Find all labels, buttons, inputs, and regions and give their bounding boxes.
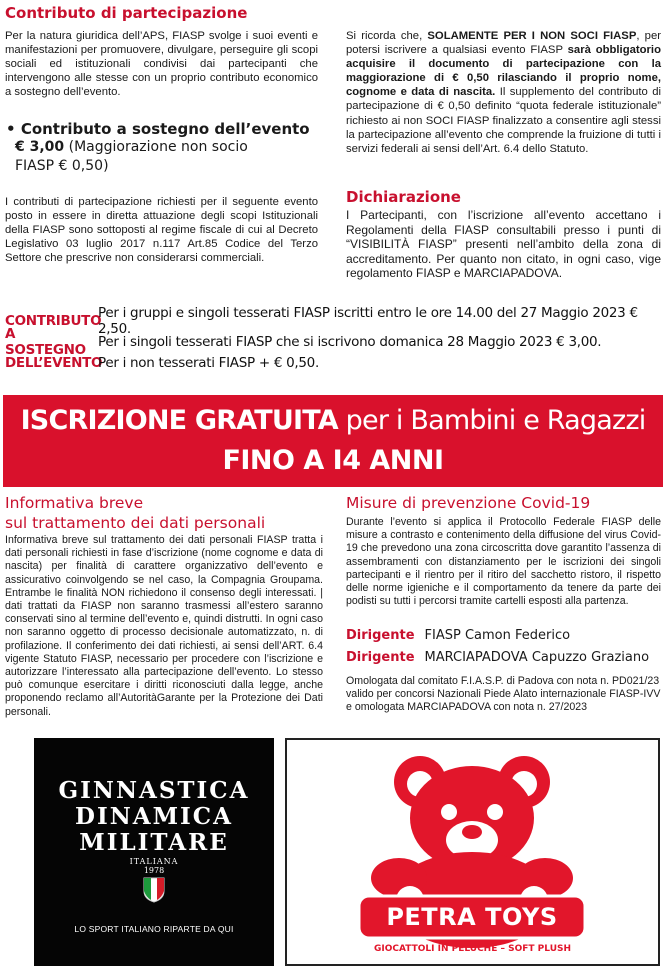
gin-year: 1978 (143, 866, 165, 875)
contrib-line-2: Per i singoli tesserati FIASP che si iscrivono domanica 28 Maggio 2023 € 3,00. (98, 334, 602, 350)
petra-toys-logo (285, 738, 660, 966)
legal-text: I contributi di partecipazione richiesti per il seguente evento posto in essere in diretta attuazione degli scopi Istituzionali della FIASP sono sottoposti al regime fiscale di cui al Decreto Legislativo 03 luglio 2017 n.117 Art.85 Codice del Terzo Settore che prescrive non considerarsi commerciali. (5, 196, 318, 265)
p1-b: SOLAMENTE PER I NON SOCI FIASP (427, 30, 637, 42)
p1-d: sarà obbligatorio acquisire il documento di partecipazione con la maggiorazione di € 0,50 rilasciando il proprio nome, cognome e data di nascita. (346, 44, 661, 99)
covid-text: Durante l’evento si applica il Protocollo Federale FIASP delle misure a contrasto e contenimento della diffusione del virus Covid-19 che prevedono una zona circoscritta dove garantito l’assenza di assembramenti con distanziamento per le iscrizioni dei singoli partecipanti e il rientro per il ritiro del sacchetto ristoro, il rispetto delle norme igieniche e il comportamento da tenere da parte dei podisti su tutti i percorsi tramite cartelli esposti alla partenza. (346, 516, 661, 608)
ginnastica-logo (34, 738, 274, 966)
gin-tagline: LO SPORT ITALIANO RIPARTE DA QUI (74, 924, 234, 934)
dichiarazione-title: Dichiarazione (346, 188, 461, 206)
dirigente-label: Dirigente (346, 628, 415, 643)
bullet-dot: • (6, 120, 21, 138)
dirigente-2 (346, 650, 649, 665)
p1-c: , per potersi iscrivere a qualsiasi evento FIASP (346, 30, 661, 57)
bullet-contributo (6, 120, 326, 176)
petra-name: PETRA TOYS (386, 903, 558, 931)
banner-age: FINO A I4 ANNI (222, 445, 444, 476)
bullet-note-2: FIASP € 0,50) (15, 158, 109, 174)
italy-shield-icon (143, 877, 165, 903)
dirigente-name: MARCIAPADOVA Capuzzo Graziano (424, 650, 650, 665)
petra-tagline: GIOCATTOLI IN PELUCHE – SOFT PLUSH (373, 944, 572, 954)
gin-italiana: ITALIANA (129, 857, 179, 866)
dichiarazione-text: I Partecipanti, con l’iscrizione all’evento accettano i Regolamenti della FIASP consultabili presso i punti di “VISIBILITÀ FIASP” presenti nell’ambito della zona di accreditamento. Per quanto non citato, in ogni caso, vige regolamento FIASP e MARCIAPADOVA. (346, 208, 661, 280)
banner-rest: per i Bambini e Ragazzi (337, 405, 646, 436)
iscrizione-gratuita-banner (3, 395, 663, 487)
dirigente-1 (346, 628, 570, 643)
contrib-label-2: A SOSTEGNO (5, 326, 86, 358)
contrib-label-1: CONTRIBUTO (5, 313, 102, 329)
contributo-intro: Per la natura giuridica dell’APS, FIASP svolge i suoi eventi e manifestazioni per promuovere, divulgare, perseguire gli scopi sociali ed istituzionali condivisi dai partecipanti che intervengono alle stesse con un proprio contributo economico a sostegno dell’evento. (5, 30, 318, 99)
gin-line-2: DINAMICA (75, 803, 233, 830)
contrib-line-1: Per i gruppi e singoli tesserati FIASP iscritti entro le ore 14.00 del 27 Maggio 2023 € 2,50. (98, 305, 638, 337)
gin-line-3: MILITARE (79, 829, 229, 856)
privacy-title-2: sul trattamento dei dati personali (5, 514, 266, 532)
bullet-title: Contributo a sostegno dell’evento (20, 120, 310, 138)
contrib-line-3: Per i non tesserati FIASP + € 0,50. (98, 355, 319, 371)
dirigente-label: Dirigente (346, 650, 415, 665)
gin-line-1: GINNASTICA (58, 777, 250, 804)
dirigente-name: FIASP Camon Federico (424, 628, 571, 643)
non-soci-paragraph (346, 29, 661, 156)
omologata-text: Omologata dal comitato F.I.A.S.P. di Padova con nota n. PD021/23 valido per concorsi Nazionali Piede Alato internazionale FIASP-IVV e omologata MARCIAPADOVA con nota n. 27/2023 (346, 675, 661, 714)
bullet-note: (Maggiorazione non socio (68, 139, 248, 155)
privacy-title-1: Informativa breve (5, 494, 144, 512)
contributo-block (5, 305, 665, 373)
contrib-label-3: DELL’EVENTO (5, 355, 103, 371)
banner-bold: ISCRIZIONE GRATUITA (20, 405, 338, 436)
p1-e: Il supplemento del contributo di partecipazione di € 0,50 definito “quota federale istituzionale” richiesto ai non SOCI FIASP finalizzato a consentire agli stessi la partecipazione all’evento che comprende la fruizione di tutti i servizi federali ai sensi dell’Art. 6.4 dello Statuto. (346, 86, 661, 155)
privacy-text: Informativa breve sul trattamento dei dati personali FIASP tratta i dati personali richiesti in fase d’iscrizione (nome cognome e data di nascita) per finalità di carattere organizzativo dell’evento e assicurativo coinvolgendo se nel caso, la Compagnia Groupama. Entrambe le finalità NON richiedono il consenso degli interessati. | dati trattati da FIASP non saranno trasmessi all’estero saranno conservati sino al termine dell’evento e, quindi distrutti. In ogni caso non saranno oggetto di processo decisionale automatizzato, n. di profilazione. Il conferimento dei dati richiesti, ai sensi dell’ART. 6.4 vigente Statuto FIASP, necessario per procedere con l’iscrizione e autorizzare l’interessato alla partecipazione dell’evento. Lo stesso può comunque esercitare i diritti riconosciuti dalla legge, anche proponendo reclamo all’AutoritàGarante per la Protezione dei Dati personali. (5, 534, 323, 718)
covid-title: Misure di prevenzione Covid-19 (346, 494, 591, 512)
contributo-title: Contributo di partecipazione (5, 4, 248, 22)
bullet-price: € 3,00 (15, 139, 65, 155)
p1-a: Si ricorda che, (346, 30, 428, 42)
